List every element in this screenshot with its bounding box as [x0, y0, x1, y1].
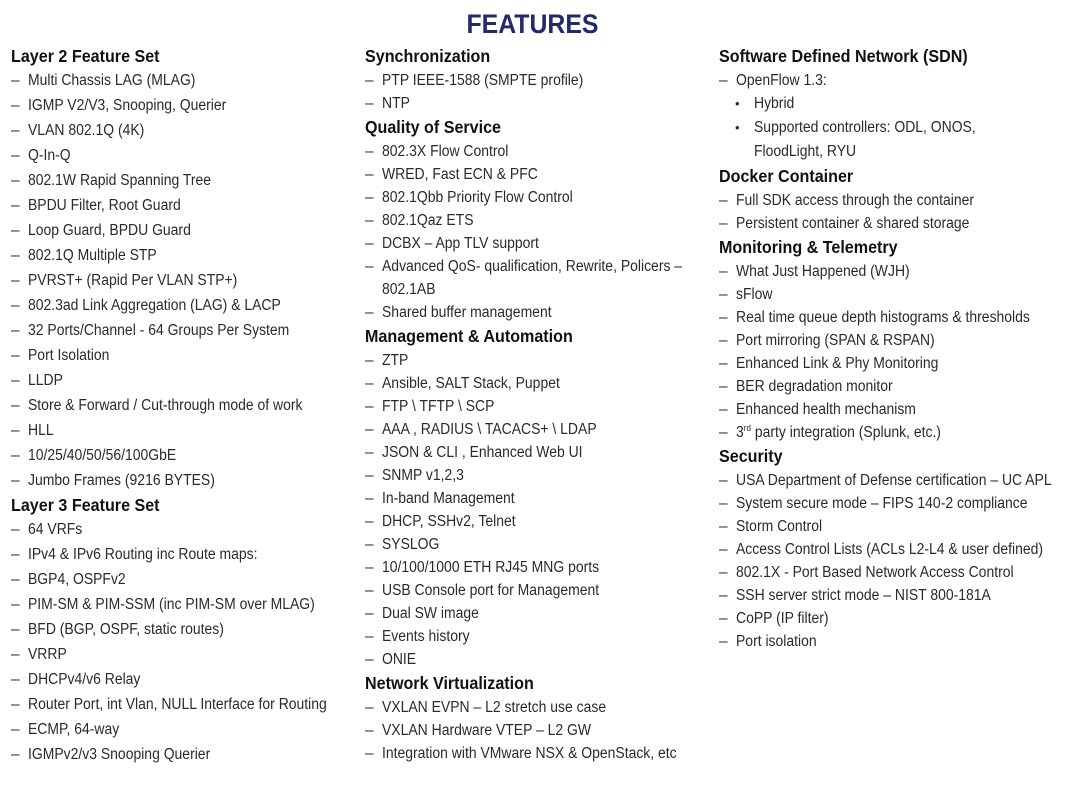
- feature-item-text: SNMP v1,2,3: [382, 467, 464, 484]
- page-title: FEATURES: [466, 9, 599, 39]
- dash-marker: –: [365, 375, 374, 392]
- dash-marker: –: [11, 372, 20, 389]
- section-layer-3-feature-set: [11, 493, 361, 767]
- section-heading: Security: [719, 446, 783, 466]
- dash-marker: –: [365, 72, 374, 89]
- dash-marker: –: [11, 97, 20, 114]
- feature-item-text: VXLAN Hardware VTEP – L2 GW: [382, 722, 592, 739]
- dash-marker: –: [365, 235, 374, 252]
- feature-item: [365, 372, 715, 395]
- feature-item: [719, 584, 1065, 607]
- feature-item-text: 802.1Qaz ETS: [382, 212, 474, 229]
- feature-item: [11, 393, 361, 418]
- feature-item: [11, 692, 361, 717]
- dash-marker: –: [719, 587, 728, 604]
- dash-marker: –: [365, 722, 374, 739]
- dash-marker: –: [365, 559, 374, 576]
- feature-item-text: Persistent container & shared storage: [736, 215, 970, 232]
- dash-marker: –: [365, 212, 374, 229]
- dash-marker: –: [365, 582, 374, 599]
- feature-item-text: 64 VRFs: [28, 521, 83, 538]
- feature-item-text: Ansible, SALT Stack, Puppet: [382, 375, 560, 392]
- dash-marker: –: [719, 286, 728, 303]
- dash-marker: –: [11, 721, 20, 738]
- sub-item: [719, 92, 1065, 116]
- feature-item-text: PVRST+ (Rapid Per VLAN STP+): [28, 272, 238, 289]
- feature-item: [719, 607, 1065, 630]
- dash-marker: –: [365, 258, 374, 275]
- third-party-prefix: 3: [736, 424, 744, 441]
- dash-marker: –: [11, 297, 20, 314]
- feature-item: [11, 243, 361, 268]
- feature-item: [11, 667, 361, 692]
- feature-item: [11, 218, 361, 243]
- dash-marker: –: [11, 472, 20, 489]
- dash-marker: –: [719, 309, 728, 326]
- feature-item: [365, 464, 715, 487]
- section-heading: Quality of Service: [365, 117, 502, 137]
- feature-item-text: 802.1X - Port Based Network Access Control: [736, 564, 1014, 581]
- feature-item: [11, 517, 361, 542]
- dash-marker: –: [365, 189, 374, 206]
- feature-item-text: 10/25/40/50/56/100GbE: [28, 447, 177, 464]
- feature-item: [11, 592, 361, 617]
- feature-item: [719, 421, 1065, 444]
- dash-marker: –: [719, 378, 728, 395]
- dash-marker: –: [11, 322, 20, 339]
- bullet-marker: •: [735, 96, 740, 111]
- feature-item: [365, 69, 715, 92]
- dash-marker: –: [719, 518, 728, 535]
- section-heading: Software Defined Network (SDN): [719, 46, 968, 66]
- feature-item: [11, 468, 361, 493]
- feature-item-text: LLDP: [28, 372, 63, 389]
- feature-item: [11, 143, 361, 168]
- feature-item: [365, 556, 715, 579]
- feature-item-text: Store & Forward / Cut-through mode of work: [28, 397, 303, 414]
- section-security: [719, 444, 1065, 653]
- feature-item: [11, 617, 361, 642]
- dash-marker: –: [365, 536, 374, 553]
- feature-item-text: 32 Ports/Channel - 64 Groups Per System: [28, 322, 290, 339]
- feature-item-text: Multi Chassis LAG (MLAG): [28, 72, 196, 89]
- section-heading: Synchronization: [365, 46, 491, 66]
- dash-marker: –: [11, 272, 20, 289]
- feature-item-text: BPDU Filter, Root Guard: [28, 197, 181, 214]
- dash-marker: –: [719, 332, 728, 349]
- feature-item-text: ZTP: [382, 352, 409, 369]
- sub-item-text: Supported controllers: ODL, ONOS, FloodLight, RYU: [754, 119, 976, 160]
- section-heading: Layer 3 Feature Set: [11, 495, 160, 515]
- feature-item-text: HLL: [28, 422, 54, 439]
- dash-marker: –: [719, 424, 728, 441]
- section-synchronization: [365, 44, 715, 115]
- dash-marker: –: [365, 444, 374, 461]
- feature-item-text: DCBX – App TLV support: [382, 235, 539, 252]
- dash-marker: –: [365, 304, 374, 321]
- third-party-suffix: party integration (Splunk, etc.): [750, 424, 941, 441]
- feature-item: [719, 538, 1065, 561]
- dash-marker: –: [719, 401, 728, 418]
- feature-item: [11, 93, 361, 118]
- feature-item-text: Storm Control: [736, 518, 823, 535]
- feature-item: [719, 329, 1065, 352]
- section-heading: Management & Automation: [365, 326, 573, 346]
- dash-marker: –: [719, 72, 728, 89]
- dash-marker: –: [719, 192, 728, 209]
- dash-marker: –: [719, 495, 728, 512]
- feature-item-text: Real time queue depth histograms & thresholds: [736, 309, 1030, 326]
- feature-item: [11, 368, 361, 393]
- feature-list: [719, 260, 1065, 444]
- feature-item: [365, 742, 715, 765]
- sub-list: [719, 92, 1065, 164]
- feature-item: [365, 533, 715, 556]
- feature-item-text: Access Control Lists (ACLs L2-L4 & user defined): [736, 541, 1044, 558]
- feature-item: [365, 140, 715, 163]
- feature-item-text: Port isolation: [736, 633, 817, 650]
- feature-item: [719, 306, 1065, 329]
- dash-marker: –: [719, 263, 728, 280]
- feature-item-text: ECMP, 64-way: [28, 721, 120, 738]
- dash-marker: –: [11, 571, 20, 588]
- dash-marker: –: [11, 546, 20, 563]
- dash-marker: –: [11, 247, 20, 264]
- feature-item: [719, 375, 1065, 398]
- dash-marker: –: [719, 541, 728, 558]
- feature-item-text: BGP4, OSPFv2: [28, 571, 126, 588]
- feature-item-text: SSH server strict mode – NIST 800-181A: [736, 587, 991, 604]
- dash-marker: –: [11, 646, 20, 663]
- dash-marker: –: [719, 564, 728, 581]
- feature-item-text: USB Console port for Management: [382, 582, 600, 599]
- feature-item-text: sFlow: [736, 286, 773, 303]
- section-heading: Network Virtualization: [365, 673, 534, 693]
- feature-item: [11, 318, 361, 343]
- dash-marker: –: [11, 397, 20, 414]
- section-network-virtualization: [365, 671, 715, 765]
- feature-item: [365, 301, 715, 324]
- feature-item: [365, 232, 715, 255]
- feature-item-text: Full SDK access through the container: [736, 192, 975, 209]
- feature-item-text: IGMPv2/v3 Snooping Querier: [28, 746, 211, 763]
- feature-item-text: 802.3X Flow Control: [382, 143, 509, 160]
- feature-item: [11, 742, 361, 767]
- feature-item: [719, 189, 1065, 212]
- feature-item: [719, 630, 1065, 653]
- feature-item-text: Dual SW image: [382, 605, 479, 622]
- feature-item: [719, 492, 1065, 515]
- feature-item: [719, 352, 1065, 375]
- feature-list: [365, 69, 715, 115]
- dash-marker: –: [11, 122, 20, 139]
- feature-item-text: IPv4 & IPv6 Routing inc Route maps:: [28, 546, 258, 563]
- feature-item: [365, 441, 715, 464]
- dash-marker: –: [365, 745, 374, 762]
- dash-marker: –: [719, 472, 728, 489]
- feature-item: [365, 209, 715, 232]
- feature-item: [365, 487, 715, 510]
- feature-item: [365, 625, 715, 648]
- feature-list: [11, 68, 361, 493]
- dash-marker: –: [719, 215, 728, 232]
- feature-item: [719, 260, 1065, 283]
- dash-marker: –: [365, 651, 374, 668]
- dash-marker: –: [365, 352, 374, 369]
- feature-item: [11, 118, 361, 143]
- dash-marker: –: [11, 347, 20, 364]
- feature-item-text: BER degradation monitor: [736, 378, 893, 395]
- section-heading: Docker Container: [719, 166, 854, 186]
- feature-item: [11, 68, 361, 93]
- feature-item-text: 802.3ad Link Aggregation (LAG) & LACP: [28, 297, 281, 314]
- dash-marker: –: [11, 596, 20, 613]
- feature-item-text: 10/100/1000 ETH RJ45 MNG ports: [382, 559, 600, 576]
- section-heading: Layer 2 Feature Set: [11, 46, 160, 66]
- dash-marker: –: [365, 398, 374, 415]
- feature-item: [11, 542, 361, 567]
- feature-item: [365, 648, 715, 671]
- dash-marker: –: [11, 197, 20, 214]
- feature-item-text: IGMP V2/V3, Snooping, Querier: [28, 97, 227, 114]
- dash-marker: –: [365, 605, 374, 622]
- feature-list: [719, 189, 1065, 235]
- dash-marker: –: [11, 422, 20, 439]
- dash-marker: –: [11, 746, 20, 763]
- feature-item-text: VRRP: [28, 646, 67, 663]
- feature-item: [719, 561, 1065, 584]
- section-management-automation: [365, 324, 715, 671]
- feature-item: [365, 92, 715, 115]
- feature-item: [365, 395, 715, 418]
- feature-item-text: Jumbo Frames (9216 BYTES): [28, 472, 215, 489]
- dash-marker: –: [11, 696, 20, 713]
- feature-item-text: Port mirroring (SPAN & RSPAN): [736, 332, 935, 349]
- feature-item-text: SYSLOG: [382, 536, 440, 553]
- feature-item: [11, 193, 361, 218]
- dash-marker: –: [365, 95, 374, 112]
- feature-item-text: PTP IEEE-1588 (SMPTE profile): [382, 72, 584, 89]
- feature-item-text: CoPP (IP filter): [736, 610, 829, 627]
- column-2: [365, 44, 715, 765]
- section-heading: Monitoring & Telemetry: [719, 237, 898, 257]
- feature-item: [11, 418, 361, 443]
- dash-marker: –: [719, 355, 728, 372]
- feature-item: [11, 717, 361, 742]
- sub-item-text: Hybrid: [754, 95, 795, 112]
- section-docker-container: [719, 164, 1065, 235]
- feature-list: [365, 140, 715, 324]
- dash-marker: –: [365, 699, 374, 716]
- feature-item-text: VLAN 802.1Q (4K): [28, 122, 145, 139]
- section-quality-of-service: [365, 115, 715, 324]
- feature-item: [365, 719, 715, 742]
- dash-marker: –: [11, 671, 20, 688]
- dash-marker: –: [365, 490, 374, 507]
- feature-item-text: OpenFlow 1.3:: [736, 72, 827, 89]
- section-layer-2-feature-set: [11, 44, 361, 493]
- feature-item-text: Port Isolation: [28, 347, 110, 364]
- section-software-defined-network-sdn: [719, 44, 1065, 164]
- feature-item-text: DHCP, SSHv2, Telnet: [382, 513, 516, 530]
- dash-marker: –: [365, 166, 374, 183]
- dash-marker: –: [11, 222, 20, 239]
- feature-item-text: Loop Guard, BPDU Guard: [28, 222, 191, 239]
- column-1: [11, 44, 361, 767]
- feature-item-text: Advanced QoS- qualification, Rewrite, Policers – 802.1AB: [382, 258, 683, 298]
- feature-list: [365, 349, 715, 671]
- feature-item: [719, 469, 1065, 492]
- feature-item-text: System secure mode – FIPS 140-2 compliance: [736, 495, 1028, 512]
- feature-item-text: 802.1Qbb Priority Flow Control: [382, 189, 573, 206]
- dash-marker: –: [719, 610, 728, 627]
- feature-item-text: Integration with VMware NSX & OpenStack, etc: [382, 745, 677, 762]
- feature-item-text: AAA , RADIUS \ TACACS+ \ LDAP: [382, 421, 597, 438]
- feature-list: [365, 696, 715, 765]
- feature-item: [719, 515, 1065, 538]
- feature-list: [719, 69, 1065, 164]
- dash-marker: –: [11, 72, 20, 89]
- feature-item: [365, 186, 715, 209]
- feature-item: [365, 255, 715, 301]
- feature-item-text: NTP: [382, 95, 410, 112]
- dash-marker: –: [365, 628, 374, 645]
- dash-marker: –: [365, 513, 374, 530]
- bullet-marker: •: [735, 120, 740, 135]
- dash-marker: –: [365, 143, 374, 160]
- section-monitoring-telemetry: [719, 235, 1065, 444]
- feature-item-text: Events history: [382, 628, 470, 645]
- feature-item-text: PIM-SM & PIM-SSM (inc PIM-SM over MLAG): [28, 596, 315, 613]
- feature-item: [365, 579, 715, 602]
- feature-item-text: 802.1Q Multiple STP: [28, 247, 157, 264]
- feature-item-text: BFD (BGP, OSPF, static routes): [28, 621, 224, 638]
- feature-item: [11, 268, 361, 293]
- dash-marker: –: [365, 421, 374, 438]
- feature-item-text: DHCPv4/v6 Relay: [28, 671, 141, 688]
- feature-item: [365, 349, 715, 372]
- dash-marker: –: [11, 621, 20, 638]
- feature-item: [11, 443, 361, 468]
- feature-item: [719, 398, 1065, 421]
- feature-item: [365, 510, 715, 533]
- feature-list: [11, 517, 361, 767]
- feature-item: [11, 168, 361, 193]
- sub-item: [719, 116, 1065, 164]
- feature-item-text: 802.1W Rapid Spanning Tree: [28, 172, 212, 189]
- feature-item-text: Q-In-Q: [28, 147, 71, 164]
- feature-item-text: ONIE: [382, 651, 417, 668]
- feature-item-text: What Just Happened (WJH): [736, 263, 910, 280]
- feature-item: [719, 212, 1065, 235]
- feature-item-text: Enhanced health mechanism: [736, 401, 916, 418]
- feature-item-text: Enhanced Link & Phy Monitoring: [736, 355, 939, 372]
- feature-item-text: WRED, Fast ECN & PFC: [382, 166, 538, 183]
- feature-item: [11, 343, 361, 368]
- feature-item-text: FTP \ TFTP \ SCP: [382, 398, 495, 415]
- feature-item-text: Shared buffer management: [382, 304, 552, 321]
- dash-marker: –: [11, 447, 20, 464]
- feature-item: [11, 567, 361, 592]
- feature-item: [365, 602, 715, 625]
- dash-marker: –: [719, 633, 728, 650]
- feature-item: [11, 293, 361, 318]
- dash-marker: –: [11, 172, 20, 189]
- feature-list: [719, 469, 1065, 653]
- feature-item-text: JSON & CLI , Enhanced Web UI: [382, 444, 583, 461]
- column-3: [719, 44, 1065, 653]
- feature-item-text: In-band Management: [382, 490, 515, 507]
- third-party-superscript: rd: [743, 422, 751, 433]
- feature-item-text: VXLAN EVPN – L2 stretch use case: [382, 699, 607, 716]
- dash-marker: –: [365, 467, 374, 484]
- feature-item-text: USA Department of Defense certification – UC APL: [736, 472, 1052, 489]
- feature-item: [719, 283, 1065, 306]
- feature-item: [365, 696, 715, 719]
- dash-marker: –: [11, 521, 20, 538]
- feature-item: [365, 163, 715, 186]
- feature-item: [365, 418, 715, 441]
- feature-item: [11, 642, 361, 667]
- feature-item-text: [736, 421, 941, 444]
- dash-marker: –: [11, 147, 20, 164]
- feature-item-text: Router Port, int Vlan, NULL Interface for Routing: [28, 696, 327, 713]
- feature-item: [719, 69, 1065, 92]
